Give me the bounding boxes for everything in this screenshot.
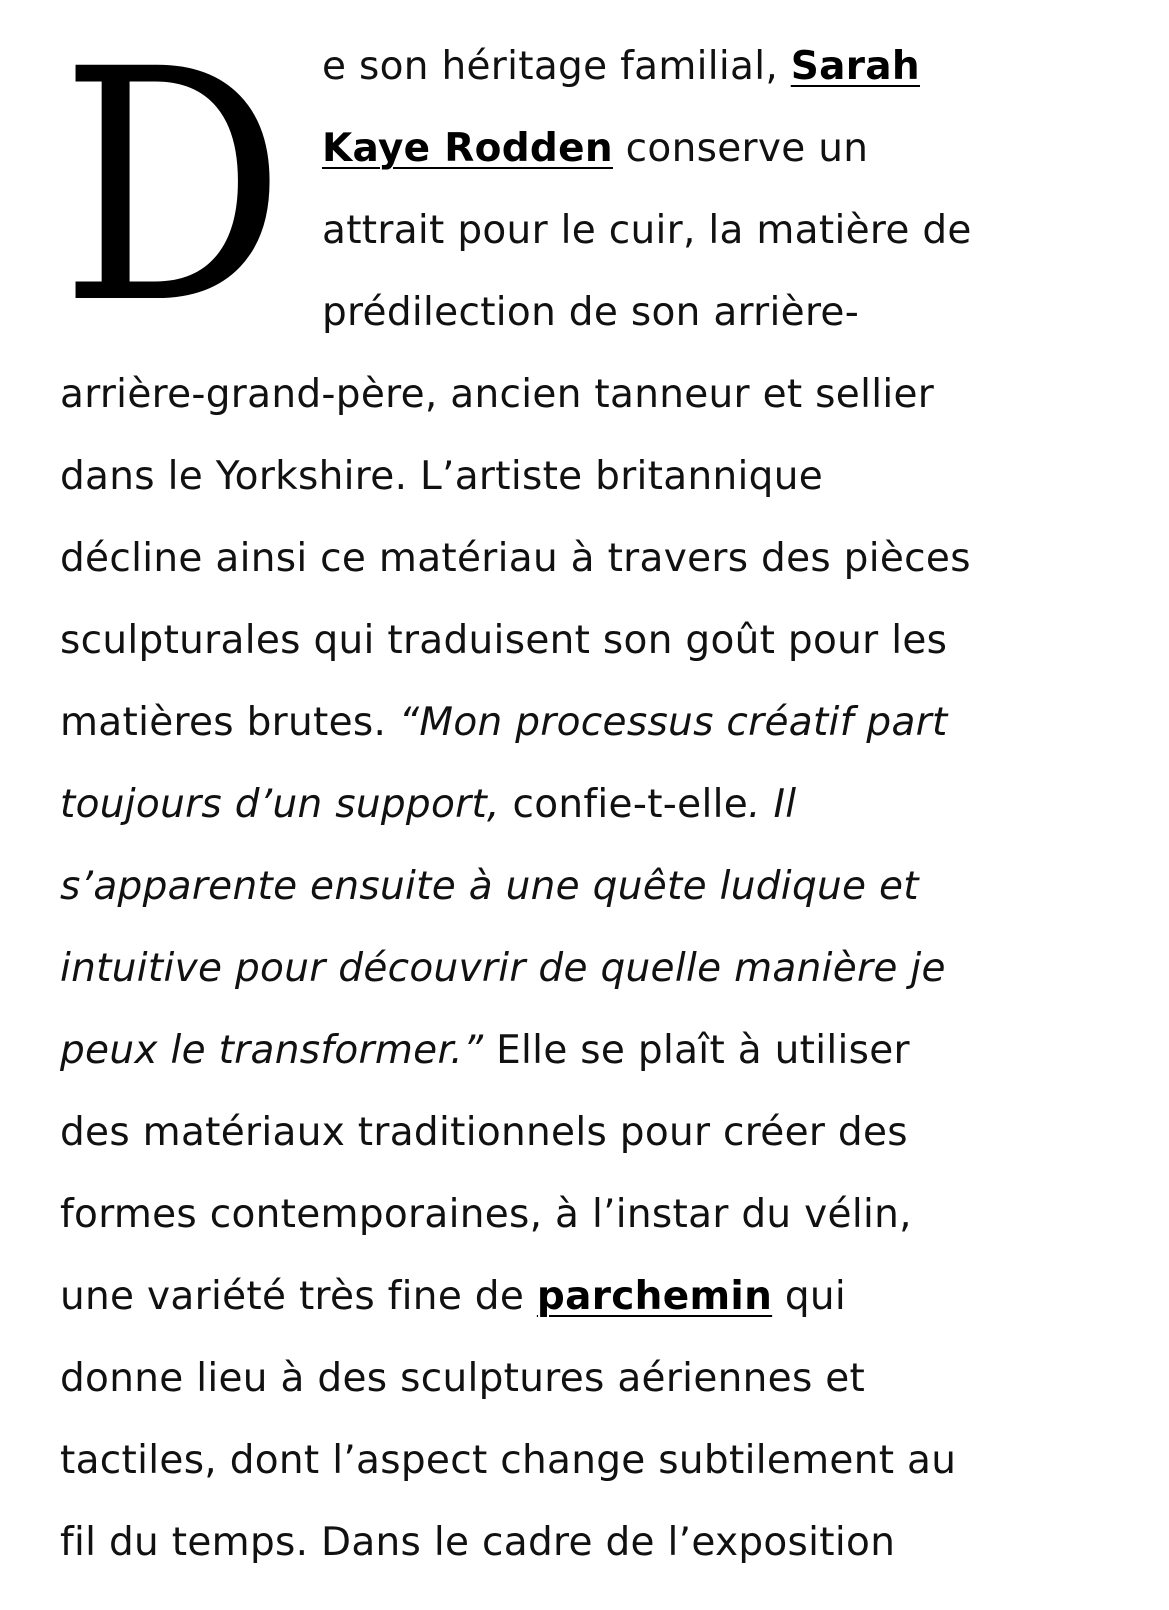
quote-line: s’apparente ensuite à une quête ludique et <box>60 864 919 909</box>
quote-text: toujours d’un support, <box>60 782 500 827</box>
quote-text: “Mon processus créatif part <box>398 700 948 745</box>
text-line: décline ainsi ce matériau à travers des pièces <box>60 536 971 581</box>
artist-name-link[interactable]: Sarah <box>790 44 920 89</box>
text-line: fil du temps. Dans le cadre de l’exposition <box>60 1520 896 1565</box>
text-line: arrière-grand-père, ancien tanneur et sellier <box>60 372 935 417</box>
text-line: tactiles, dont l’aspect change subtilement au <box>60 1438 957 1483</box>
quote-text: . Il <box>748 782 797 827</box>
text-line: peux le transformer.” Elle se plaît à utiliser <box>60 1028 910 1073</box>
text-line: matières brutes. “Mon processus créatif part <box>60 700 948 745</box>
artist-name-link-continued[interactable]: Kaye Rodden <box>322 126 613 171</box>
text-line: des matériaux traditionnels pour créer des <box>60 1110 908 1155</box>
text-line: prédilection de son arrière- <box>322 290 860 335</box>
drop-cap-letter: D <box>60 2 286 374</box>
text-line: dans le Yorkshire. L’artiste britannique <box>60 454 824 499</box>
text-line: donne lieu à des sculptures aériennes et <box>60 1356 866 1401</box>
text-line: toujours d’un support, confie-t-elle. Il <box>60 782 797 827</box>
text-line: e son héritage familial, Sarah <box>322 44 920 89</box>
text-line: formes contemporaines, à l’instar du vélin, <box>60 1192 912 1237</box>
text-line: sculpturales qui traduisent son goût pour les <box>60 618 948 663</box>
text-line: attrait pour le cuir, la matière de <box>322 208 972 253</box>
text-line: une variété très fine de parchemin qui <box>60 1274 847 1319</box>
parchemin-link[interactable]: parchemin <box>536 1274 773 1319</box>
quote-line: intuitive pour découvrir de quelle manière je <box>60 946 946 991</box>
quote-text: peux le transformer.” <box>60 1028 484 1073</box>
text-line: Kaye Rodden conserve un <box>322 126 869 171</box>
article-body <box>60 2 1140 1584</box>
